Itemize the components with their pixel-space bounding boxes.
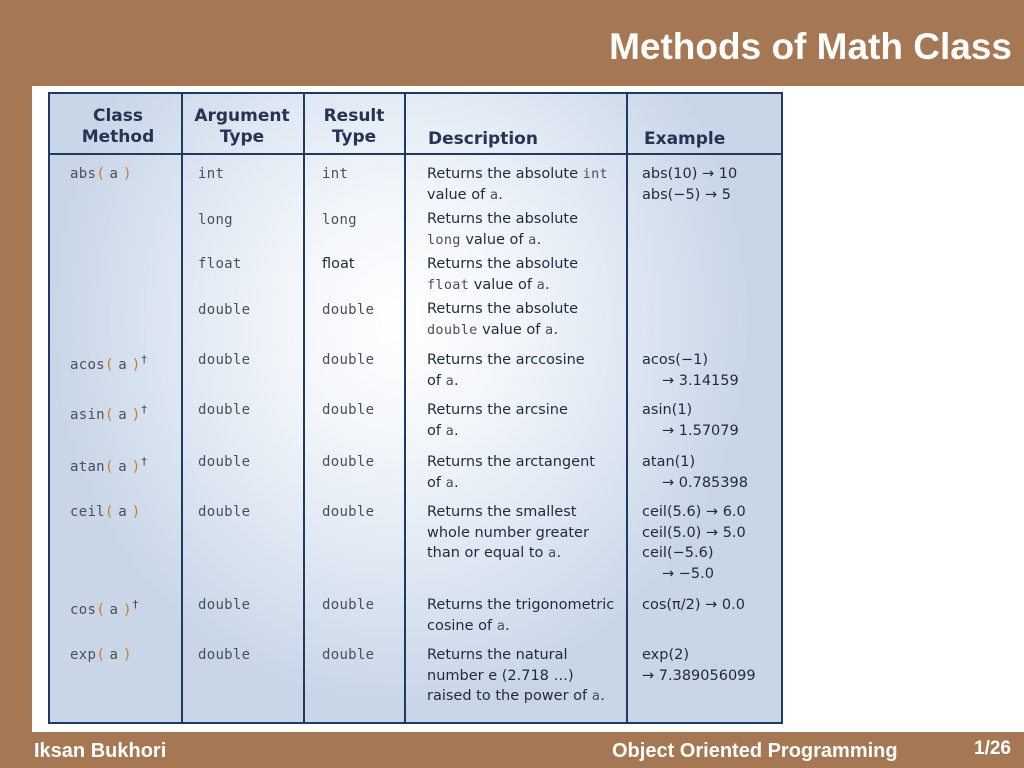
slide-content [32, 86, 1024, 732]
argument-type: double [198, 504, 251, 520]
example: cos(π/2) → 0.0 [642, 597, 745, 613]
header-description: Description [428, 129, 538, 149]
description: Returns the absolute double value of a. [427, 301, 579, 338]
method-name: cos( a )† [70, 598, 139, 618]
footer-author: Iksan Bukhori [34, 740, 167, 762]
result-type: float [322, 256, 355, 272]
example: ceil(5.6) → 6.0 ceil(5.0) → 5.0 ceil(−5.6) → −5.0 [642, 504, 746, 582]
result-type: double [322, 504, 375, 520]
header-result-type: Result Type [323, 106, 385, 147]
result-type: double [322, 352, 375, 368]
column-divider [303, 94, 305, 722]
argument-type: double [198, 302, 251, 318]
example: abs(10) → 10 abs(−5) → 5 [642, 166, 738, 203]
argument-type: int [198, 166, 225, 182]
slide-title: Methods of Math Class [609, 26, 1012, 67]
math-methods-table [48, 92, 783, 724]
header-divider [50, 153, 781, 155]
method-name: abs( a ) [70, 166, 132, 182]
description: Returns the smallest whole number greater than or equal to a. [427, 504, 589, 561]
result-type: double [322, 597, 375, 613]
result-type: int [322, 166, 349, 182]
description: Returns the absolute long value of a. [427, 211, 579, 248]
description: Returns the arccosine of a. [427, 352, 585, 389]
result-type: double [322, 302, 375, 318]
argument-type: double [198, 647, 251, 663]
method-name: exp( a ) [70, 647, 132, 663]
argument-type: float [198, 256, 242, 272]
description: Returns the arcsine of a. [427, 402, 568, 439]
description: Returns the arctangent of a. [427, 454, 595, 491]
method-name: atan( a )† [70, 455, 147, 475]
page-number: 1/26 [974, 738, 1011, 759]
header-class-method: Class Method [81, 106, 155, 147]
footer-course: Object Oriented Programming [612, 740, 898, 762]
description: Returns the trigonometric cosine of a. [427, 597, 615, 634]
result-type: double [322, 402, 375, 418]
argument-type: double [198, 597, 251, 613]
result-type: double [322, 454, 375, 470]
description: Returns the natural number e (2.718 …) raised to the power of a. [427, 647, 605, 704]
header-example: Example [644, 129, 726, 149]
result-type: long [322, 212, 357, 228]
header-argument-type: Argument Type [194, 106, 290, 147]
method-name: ceil( a ) [70, 504, 141, 520]
method-name: asin( a )† [70, 403, 147, 423]
argument-type: double [198, 352, 251, 368]
result-type: double [322, 647, 375, 663]
argument-type: double [198, 402, 251, 418]
example: acos(−1) → 3.14159 [642, 352, 739, 389]
method-name: acos( a )† [70, 353, 147, 373]
argument-type: long [198, 212, 233, 228]
column-divider [404, 94, 406, 722]
argument-type: double [198, 454, 251, 470]
example: asin(1) → 1.57079 [642, 402, 739, 439]
example: atan(1) → 0.785398 [642, 454, 748, 491]
description: Returns the absolute float value of a. [427, 256, 579, 293]
example: exp(2) → 7.389056099 [642, 647, 756, 684]
column-divider [181, 94, 183, 722]
description: Returns the absolute int value of a. [427, 166, 608, 203]
